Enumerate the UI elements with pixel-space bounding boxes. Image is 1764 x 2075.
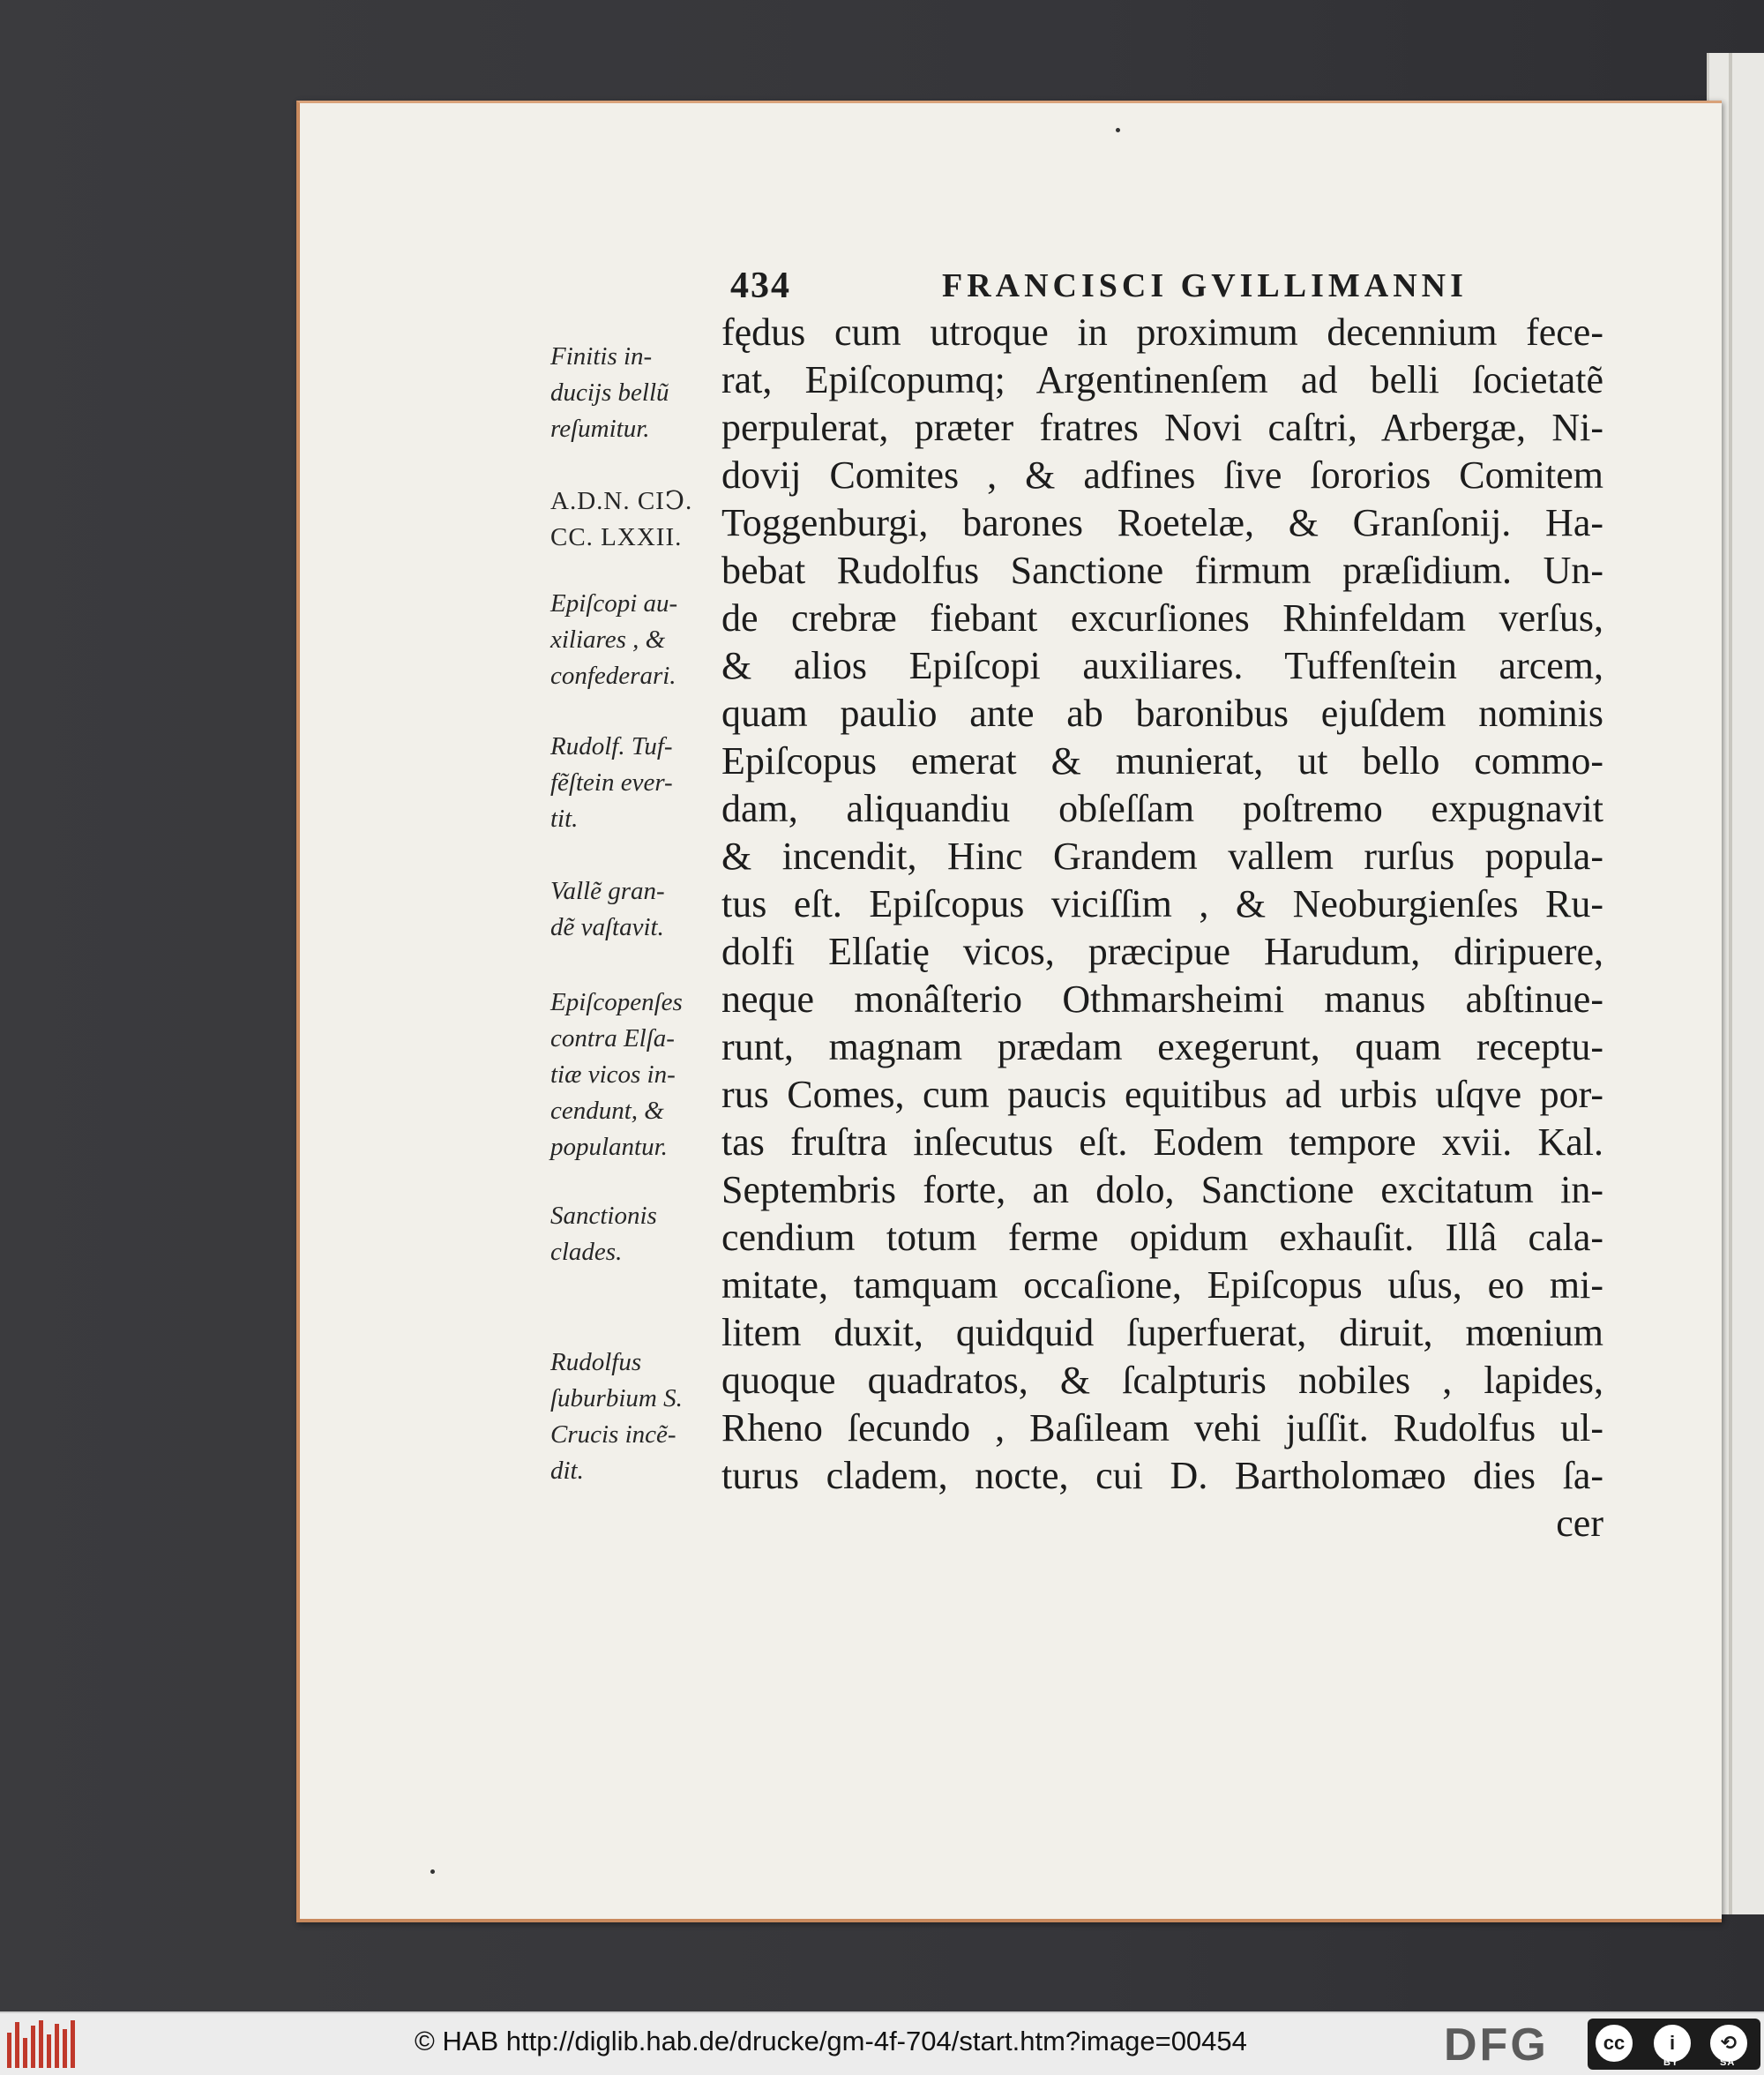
attribution-icon: i <box>1651 2022 1693 2064</box>
marginal-line: Vallẽ gran- <box>550 877 665 905</box>
text-line: perpulerat, præter fratres Novi caſtri, Arbergæ, Ni- <box>721 406 1603 449</box>
marginal-line: contra Elſa- <box>550 1024 675 1052</box>
marginal-note <box>550 1345 722 1489</box>
marginal-note <box>550 873 722 946</box>
marginal-line: confederari. <box>550 662 676 690</box>
cc-license-badge[interactable] <box>1588 2019 1760 2070</box>
sa-label: SA <box>1720 2057 1736 2068</box>
text-line: rat, Epiſcopumq; Argentinenſem ad belli ſocietatẽ <box>721 358 1603 401</box>
marginal-line: reſumitur. <box>550 415 650 443</box>
marginal-note <box>550 1198 722 1270</box>
text-line: & alios Epiſcopi auxiliares. Tuffenſtein arcem, <box>721 644 1603 687</box>
text-line: neque monâſterio Othmarsheimi manus abſtinue- <box>721 978 1603 1021</box>
text-line: litem duxit, quidquid ſuperfuerat, diruit, mœnium <box>721 1311 1603 1354</box>
text-line: quoque quadratos, & ſcalpturis nobiles , lapides, <box>721 1359 1603 1402</box>
dfg-logo: DFG <box>1444 2019 1549 2071</box>
ink-speck <box>430 1869 435 1874</box>
text-line: tus eſt. Epiſcopus viciſſim , & Neoburgienſes Ru- <box>721 882 1603 925</box>
text-line: cendium totum ferme opidum exhauſit. Illâ cala- <box>721 1216 1603 1259</box>
text-line: Epiſcopus emerat & munierat, ut bello commo- <box>721 739 1603 783</box>
text-line: dam, aliquandiu obſeſſam poſtremo expugnavit <box>721 787 1603 830</box>
text-line: runt, magnam prædam exegerunt, quam receptu- <box>721 1025 1603 1068</box>
marginal-line: Epiſcopenſes <box>550 988 683 1016</box>
marginal-line: clades. <box>550 1238 623 1266</box>
page-number: 434 <box>730 266 791 306</box>
marginal-line: ducijs bellũ <box>550 378 669 407</box>
marginal-note <box>550 586 722 694</box>
marginal-line: dit. <box>550 1457 584 1485</box>
text-line: Septembris forte, an dolo, Sanctione excitatum in- <box>721 1168 1603 1211</box>
marginal-line: Rudolf. Tuf- <box>550 732 673 760</box>
text-line: quam paulio ante ab baronibus ejuſdem nominis <box>721 692 1603 735</box>
text-line: de crebræ fiebant excurſiones Rhinfeldam verſus, <box>721 596 1603 640</box>
text-line: Rheno ſecundo , Baſileam vehi juſſit. Rudolfus ul- <box>721 1406 1603 1450</box>
cc-icon: cc <box>1593 2022 1635 2064</box>
copyright-link[interactable]: © HAB http://diglib.hab.de/drucke/gm-4f-704/start.htm?image=00454 <box>415 2026 1247 2056</box>
text-line: bebat Rudolfus Sanctione firmum præſidium. Un- <box>721 549 1603 592</box>
text-line: mitate, tamquam occaſione, Epiſcopus uſus, eo mi- <box>721 1263 1603 1307</box>
catchword: cer <box>1556 1502 1603 1545</box>
marginal-note <box>550 985 722 1165</box>
marginal-line: populantur. <box>550 1133 668 1161</box>
marginal-line: ſuburbium S. <box>550 1384 683 1412</box>
running-title: FRANCISCI GVILLIMANNI <box>942 267 1468 304</box>
marginal-line: Sanctionis <box>550 1202 657 1230</box>
running-head <box>730 265 1612 309</box>
marginal-line: xiliares , & <box>550 625 666 654</box>
text-line: dovij Comites , & adfines ſive ſororios Comitem <box>721 453 1603 497</box>
marginal-note <box>550 339 722 447</box>
text-line: tas fruſtra inſecutus eſt. Eodem tempore xvii. Kal. <box>721 1120 1603 1164</box>
marginal-line: tit. <box>550 805 579 833</box>
marginal-line: CC. LXXII. <box>550 523 683 551</box>
marginal-line: cendunt, & <box>550 1097 664 1125</box>
marginal-line: A.D.N. CIↃ. <box>550 487 693 515</box>
marginal-line: dẽ vaſtavit. <box>550 913 664 941</box>
text-line: turus cladem, nocte, cui D. Bartholomæo dies ſa- <box>721 1454 1603 1497</box>
marginal-line: Crucis incẽ- <box>550 1420 676 1449</box>
body-text <box>721 309 1603 1547</box>
marginal-note <box>550 729 722 837</box>
text-line: dolfi Elſatię vicos, præcipue Harudum, diripuere, <box>721 930 1603 973</box>
ink-speck <box>1116 128 1120 132</box>
marginal-note-date <box>550 483 722 556</box>
text-line: rus Comes, cum paucis equitibus ad urbis uſqve por- <box>721 1073 1603 1116</box>
marginal-line: Epiſcopi au- <box>550 589 678 618</box>
marginal-line: fẽſtein ever- <box>550 768 673 797</box>
text-line: Toggenburgi, barones Roetelæ, & Granſonij. Ha- <box>721 501 1603 544</box>
marginal-line: Rudolfus <box>550 1348 642 1376</box>
share-alike-icon: ⟲ <box>1708 2022 1750 2064</box>
by-label: BY <box>1663 2057 1679 2068</box>
marginal-line: Finitis in- <box>550 342 653 371</box>
marginal-line: tiæ vicos in- <box>550 1060 676 1089</box>
text-line: & incendit, Hinc Grandem vallem rurſus popula- <box>721 835 1603 878</box>
viewer-footer <box>0 2011 1764 2075</box>
hab-logo-icon <box>7 2020 75 2068</box>
text-line: fędus cum utroque in proximum decennium fece- <box>721 311 1603 354</box>
